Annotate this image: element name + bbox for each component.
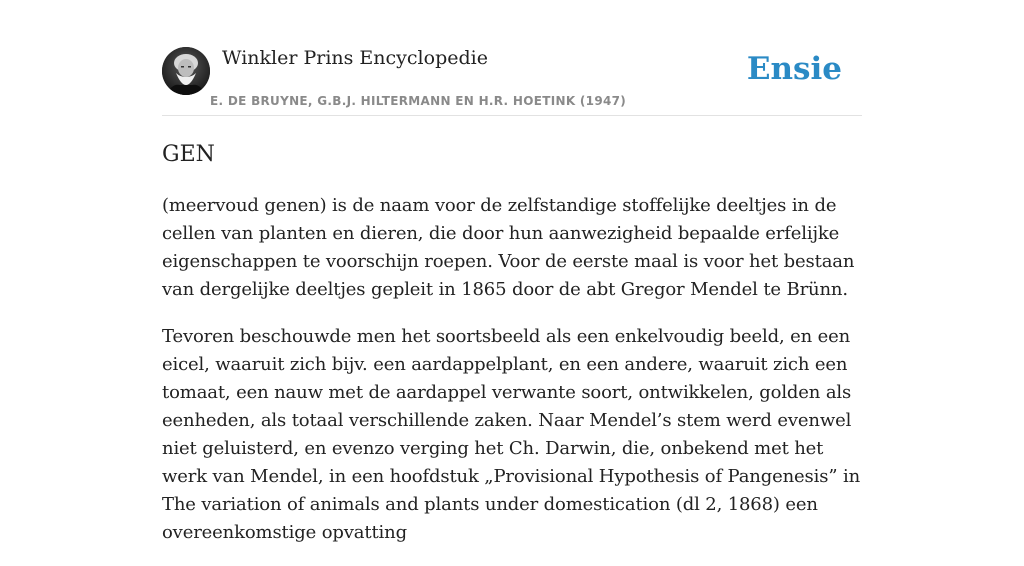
source-title[interactable]: Winkler Prins Encyclopedie: [222, 47, 488, 69]
brand-logo[interactable]: Ensie: [746, 51, 842, 87]
author-avatar[interactable]: [162, 47, 210, 95]
entry-title: GEN: [162, 142, 215, 167]
source-authors: E. DE BRUYNE, G.B.J. HILTERMANN EN H.R. HOETINK (1947): [210, 94, 627, 108]
paragraph: (meervoud genen) is de naam voor de zelfstandige stoffelijke deeltjes in de cellen van planten en dieren, die door hun aanwezigheid bepaalde erfelijke eigenschappen te voorschijn roepen. Voor de eerste maal is voor het bestaan van dergelijke deeltjes gepleit in 1865 door de abt Gregor Mendel te Brünn.: [162, 195, 855, 300]
source-header: [162, 0, 862, 116]
entry-body: [162, 192, 862, 566]
article-page: [162, 0, 862, 543]
portrait-icon: [162, 47, 210, 95]
paragraph: Tevoren beschouwde men het soortsbeeld als een enkelvoudig beeld, en een eicel, waaruit zich bijv. een aardappelplant, en een andere, waaruit zich een tomaat, een nauw met de aardappel verwante soort, ontwikkelen, golden als eenheden, als totaal verschillende zaken. Naar Mendel’s stem werd evenwel niet geluisterd, en evenzo verging het Ch. Darwin, die, onbekend met het werk van Mendel, in een hoofdstuk „Provisional Hypothesis of Pangenesis” in The variation of animals and plants under domestication (dl 2, 1868) een overeenkomstige opvatting: [162, 326, 861, 543]
